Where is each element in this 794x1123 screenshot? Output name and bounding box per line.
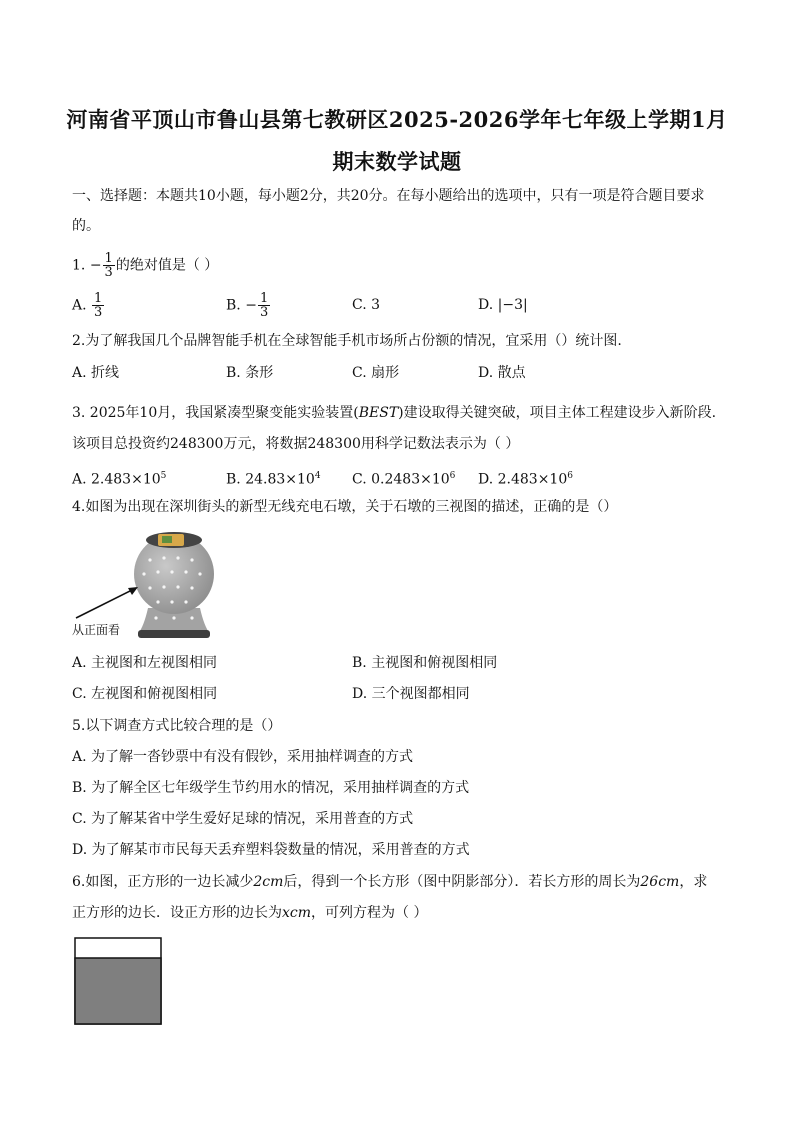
fraction-denominator: 3 (94, 305, 103, 320)
q6-text-a: 6.如图，正方形的一边长减少 (72, 874, 254, 890)
fraction-denominator: 3 (104, 265, 113, 280)
q1-option-b[interactable] (226, 292, 271, 319)
exam-title-line1: 河南省平顶山市鲁山县第七教研区2025-2026学年七年级上学期1月 (66, 107, 728, 132)
exam-title-line2: 期末数学试题 (332, 149, 462, 174)
q1-option-a[interactable] (72, 292, 105, 319)
option-label: B. (226, 297, 241, 314)
q1-option-d[interactable]: D. |−3| (478, 297, 528, 313)
shaded-rectangle (75, 958, 161, 1024)
stone-foot (138, 630, 210, 638)
question-3-line2: 该项目总投资约248300万元，将数据248300用科学记数法表示为（ ） (72, 436, 520, 452)
q3-text-b: )建设取得关键突破，项目主体工程建设步入新阶段. (398, 405, 717, 421)
fraction-numerator: 1 (94, 291, 103, 306)
q5-option-a[interactable]: A. 为了解一沓钞票中有没有假钞，采用抽样调查的方式 (72, 749, 414, 765)
q5-option-c[interactable]: C. 为了解某省中学生爱好足球的情况，采用普查的方式 (72, 811, 414, 827)
option-text: D. 2.483×10 (478, 471, 568, 488)
minus-sign: − (89, 257, 102, 274)
option-label: A. (72, 297, 87, 314)
square-diagram (74, 937, 164, 1027)
view-arrow (76, 588, 136, 618)
question-6-line2 (72, 903, 427, 923)
section-heading-line1: 一、选择题：本题共10小题，每小题2分，共20分。在每小题给出的选项中，只有一项是符合题目要求 (72, 188, 705, 204)
q6-text-d: 正方形的边长．设正方形的边长为 (72, 905, 282, 921)
fraction (92, 292, 104, 319)
q3-text-a: 3. 2025年10月，我国紧凑型聚变能实验装置( (72, 405, 359, 421)
q4-option-b[interactable]: B. 主视图和俯视图相同 (352, 655, 498, 671)
q3-option-d[interactable] (478, 466, 573, 490)
q2-option-d[interactable]: D. 散点 (478, 365, 526, 381)
q4-option-d[interactable]: D. 三个视图都相同 (352, 686, 470, 702)
option-text: C. 0.2483×10 (352, 471, 450, 488)
fraction-numerator: 1 (104, 251, 113, 266)
q4-option-a[interactable]: A. 主视图和左视图相同 (72, 655, 218, 671)
fraction (103, 252, 115, 279)
q6-value-2: 26cm (640, 874, 680, 890)
exponent: 5 (160, 471, 167, 481)
option-text: A. 2.483×10 (72, 471, 161, 488)
q3-option-a[interactable] (72, 466, 166, 490)
q5-option-d[interactable]: D. 为了解某市市民每天丢弃塑料袋数量的情况，采用普查的方式 (72, 842, 470, 858)
q5-option-b[interactable]: B. 为了解全区七年级学生节约用水的情况，采用抽样调查的方式 (72, 780, 470, 796)
fraction-denominator: 3 (259, 305, 269, 320)
fraction-numerator: 1 (259, 291, 269, 306)
q6-value-1: 2cm (253, 874, 284, 890)
exponent: 6 (567, 471, 573, 481)
fraction (258, 292, 270, 319)
question-number: 1. (72, 257, 86, 274)
question-5: 5.以下调查方式比较合理的是（） (72, 718, 282, 734)
image-caption: 从正面看 (72, 623, 121, 637)
question-4: 4.如图为出现在深圳街头的新型无线充电石墩，关于石墩的三视图的描述，正确的是（） (72, 499, 618, 515)
q2-option-a[interactable]: A. 折线 (72, 365, 120, 381)
q3-option-c[interactable] (352, 466, 455, 490)
q1-option-c[interactable]: C. 3 (352, 297, 381, 313)
q2-option-b[interactable]: B. 条形 (226, 365, 274, 381)
exponent: 6 (449, 471, 456, 481)
q6-text-b: 后，得到一个长方形（图中阴影部分）．若长方形的周长为 (283, 874, 641, 890)
q3-variable: BEST (358, 405, 399, 421)
question-3-line1 (72, 403, 716, 423)
q2-option-c[interactable]: C. 扇形 (352, 365, 400, 381)
question-1 (72, 252, 218, 279)
q6-text-e: ，可列方程为（ ） (311, 905, 428, 921)
question-text: 的绝对值是（ ） (115, 257, 219, 274)
q4-option-c[interactable]: C. 左视图和俯视图相同 (72, 686, 218, 702)
q6-text-c: ，求 (679, 874, 708, 890)
screen-content (162, 536, 172, 543)
q3-option-b[interactable] (226, 466, 321, 490)
question-2: 2.为了解我国几个品牌智能手机在全球智能手机市场所占份额的情况，宜采用（）统计图. (72, 333, 622, 349)
section-heading-line2: 的。 (72, 218, 100, 234)
exponent: 4 (314, 471, 321, 481)
question-6-line1 (72, 872, 707, 892)
q6-variable: xcm (282, 905, 312, 921)
option-text: B. 24.83×10 (226, 471, 315, 488)
minus-sign: − (245, 297, 257, 314)
